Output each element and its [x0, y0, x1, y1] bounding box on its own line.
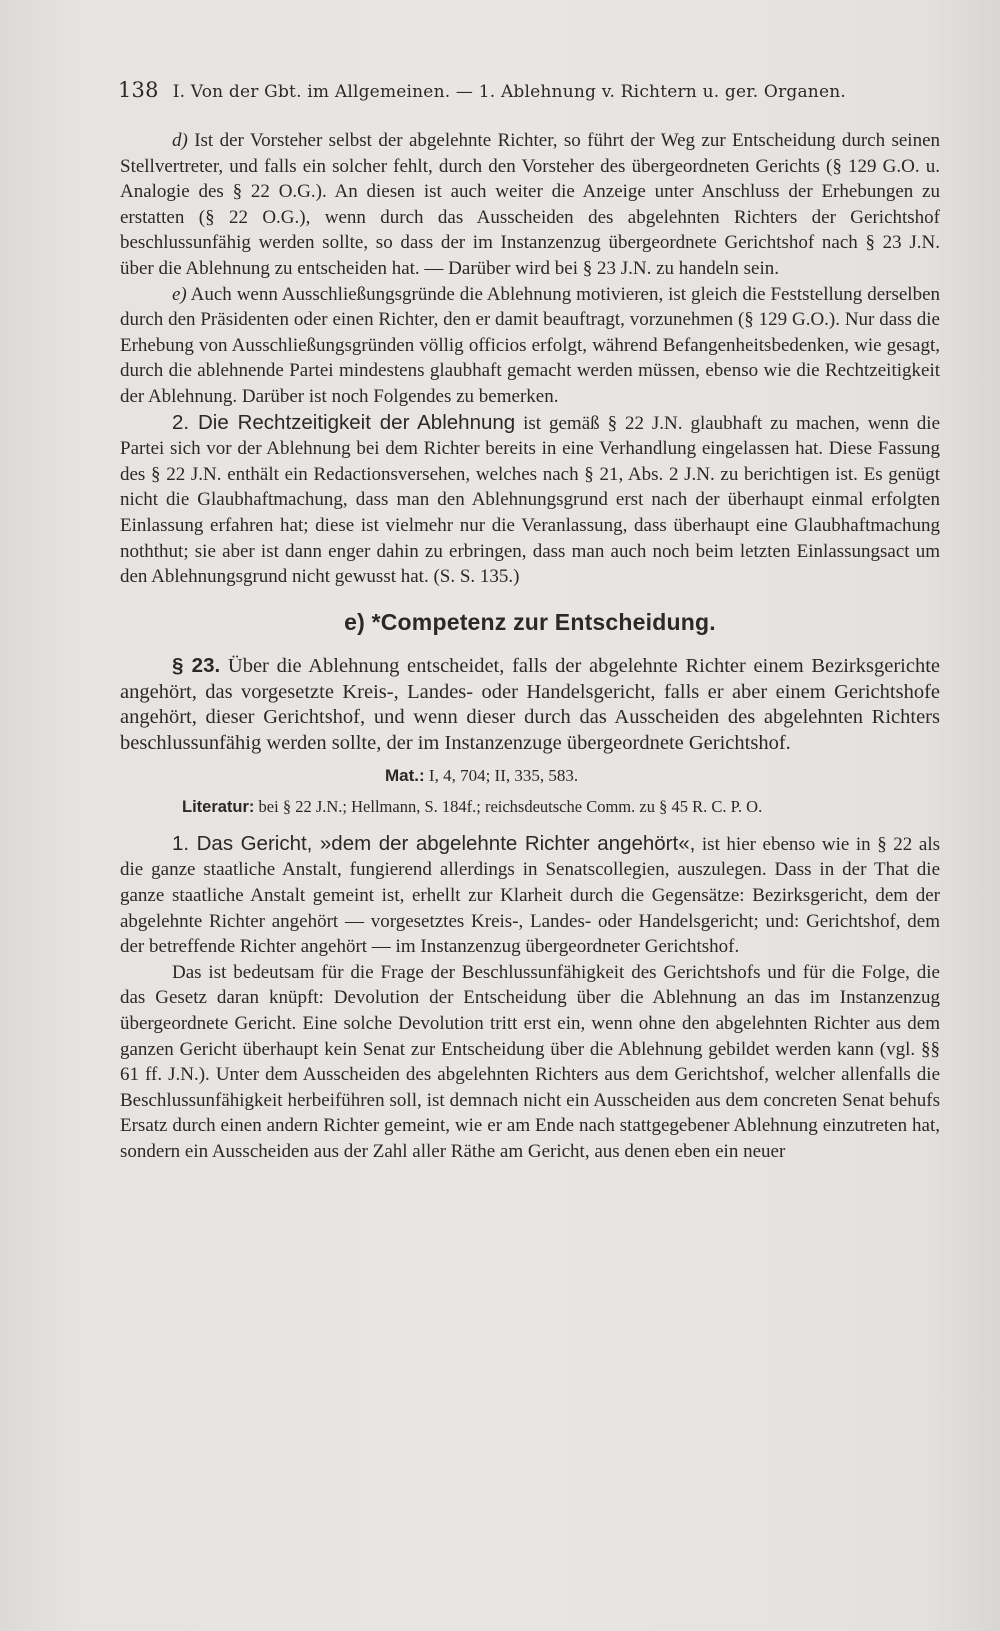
paragraph-d-label: d): [172, 130, 188, 151]
paragraph-2-text: ist gemäß § 22 J.N. glaubhaft zu machen, wenn die Partei sich vor der Ablehnung bei dem Richter bereits in eine Verhandlung eingelassen hat. Diese Fassung des § 22 J.N. enthält ein Redactionsversehen, welches nach § 21, Abs. 2 J.N. zu berichtigen ist. Es genügt nicht die Glaubhaftmachung, dass man den Ablehnungsgrund erst nach der überhaupt einmal erfolgten Einlassung erfahren hat; diese ist vielmehr nur die Veranlassung, dass überhaupt eine Glaubhaftmachung noththut; sie aber ist dann enger dahin zu erbringen, dass man auch noch beim letzten Einlassungsact um den Ablehnungsgrund nicht gewusst hat. (S. S. 135.): [120, 412, 941, 588]
materials-text: I, 4, 704; II, 335, 583.: [428, 765, 579, 785]
section-23-text: Über die Ablehnung entscheidet, falls der abgelehnte Richter einem Bezirksgerichte angehört, das vorgesetzte Kreis-, Landes- oder Handelsgericht, falls er aber einem Gerichtshofe angehört, dieser Gerichtshof, und wenn dieser durch das Ausscheiden des abgelehnten Richters beschlussunfähig werden sollte, der im Instanzenzuge übergeordnete Gerichtshof.: [120, 655, 940, 755]
literature-label: Literatur:: [182, 798, 255, 817]
section-heading: e) *Competenz zur Entscheidung.: [344, 608, 716, 635]
paragraph-d: [120, 128, 940, 282]
section-23-mark: § 23.: [172, 654, 221, 678]
paragraph-e: [120, 282, 940, 410]
commentary-1-text: ist hier ebenso wie in § 22 als die ganze staatliche Anstalt, fungierend allerdings in Senatscollegien, auszulegen. Dass in der That die ganze staatliche Anstalt gemeint ist, erhellt zur Klarheit durch die Gegensätze: Bezirksgericht, dem der abgelehnte Richter angehört — vorgesetztes Kreis-, Landes- oder Handelsgericht; und: Gerichtshof, dem der betreffende Richter angehört — im Instanzenzug übergeordneter Gerichtshof.: [120, 833, 940, 958]
materials-line: [120, 763, 940, 789]
literature-text: bei § 22 J.N.; Hellmann, S. 184f.; reichsdeutsche Comm. zu § 45 R. C. P. O.: [258, 797, 763, 817]
paragraph-d-text: Ist der Vorsteher selbst der abgelehnte Richter, so führt der Weg zur Entscheidung durch seinen Stellvertreter, und falls ein solcher fehlt, durch den Vorsteher des übergeordneten Gerichts (§ 129 G.O. u. Analogie des § 22 O.G.). An diesen ist auch weiter die Anzeige unter Anschluss der Erhebungen zu erstatten (§ 22 O.G.), wenn durch das Ausscheiden des abgelehnten Richters der Gerichtshof beschlussunfähig werden sollte, so dass der im Instanzenzug übergeordnete Gerichtshof nach § 23 J.N. über die Ablehnung zu entscheiden hat. — Darüber wird bei § 23 J.N. zu handeln sein.: [120, 130, 941, 279]
commentary-paragraph-2: [120, 960, 940, 1165]
materials-label: Mat.:: [385, 765, 425, 785]
paragraph-2-lead: 2. Die Rechtzeitigkeit der Ablehnung: [172, 410, 516, 434]
page-body: [120, 128, 940, 1165]
page-number: 138: [118, 78, 159, 102]
running-header: [118, 78, 898, 102]
paragraph-2: [120, 410, 940, 590]
commentary-2-text: Das ist bedeutsam für die Frage der Beschlussunfähigkeit des Gerichtshofs und für die Folge, die das Gesetz daran knüpft: Devolution der Entscheidung über die Ablehnung an das im Instanzenzug übergeordnete Gericht. Eine solche Devolution tritt erst ein, wenn ohne den abgelehnten Richter aus dem ganzen Gericht überhaupt kein Senat zur Entscheidung über die Ablehnung gebildet werden kann (vgl. §§ 61 ff. J.N.). Unter dem Ausscheiden des abgelehnten Richters aus dem Gerichtshof, welcher allenfalls die Beschlussunfähigkeit herbeiführen soll, ist demnach nicht ein Ausscheiden aus dem concreten Senat behufs Ersatz durch einen andern Richter gemeint, wie er am Ende nach stattgegebener Ablehnung einzutreten hat, sondern ein Ausscheiden aus der Zahl aller Räthe am Gericht, aus denen eben ein neuer: [120, 961, 940, 1162]
commentary-paragraph-1: [120, 831, 940, 960]
paragraph-e-text: Auch wenn Ausschließungsgründe die Ablehnung motivieren, ist gleich die Feststellung derselben durch den Präsidenten oder einen Richter, den er damit beauftragt, vorzunehmen (§ 129 G.O.). Nur dass die Erhebung von Ausschließungsgründen völlig officios erfolgt, während Befangenheitsbedenken, wie gesagt, durch die ablehnende Partei mindestens glaubhaft gemacht werden müssen, ebenso wie die Rechtzeitigkeit der Ablehnung. Darüber ist noch Folgendes zu bemerken.: [120, 283, 941, 407]
paragraph-e-label: e): [172, 283, 187, 305]
running-title: I. Von der Gbt. im Allgemeinen. — 1. Ablehnung v. Richtern u. ger. Organen.: [172, 82, 846, 102]
literature-line: [120, 794, 940, 821]
section-23: [120, 653, 940, 756]
commentary-1-lead: 1. Das Gericht, »dem der abgelehnte Richter angehört«,: [172, 831, 696, 855]
